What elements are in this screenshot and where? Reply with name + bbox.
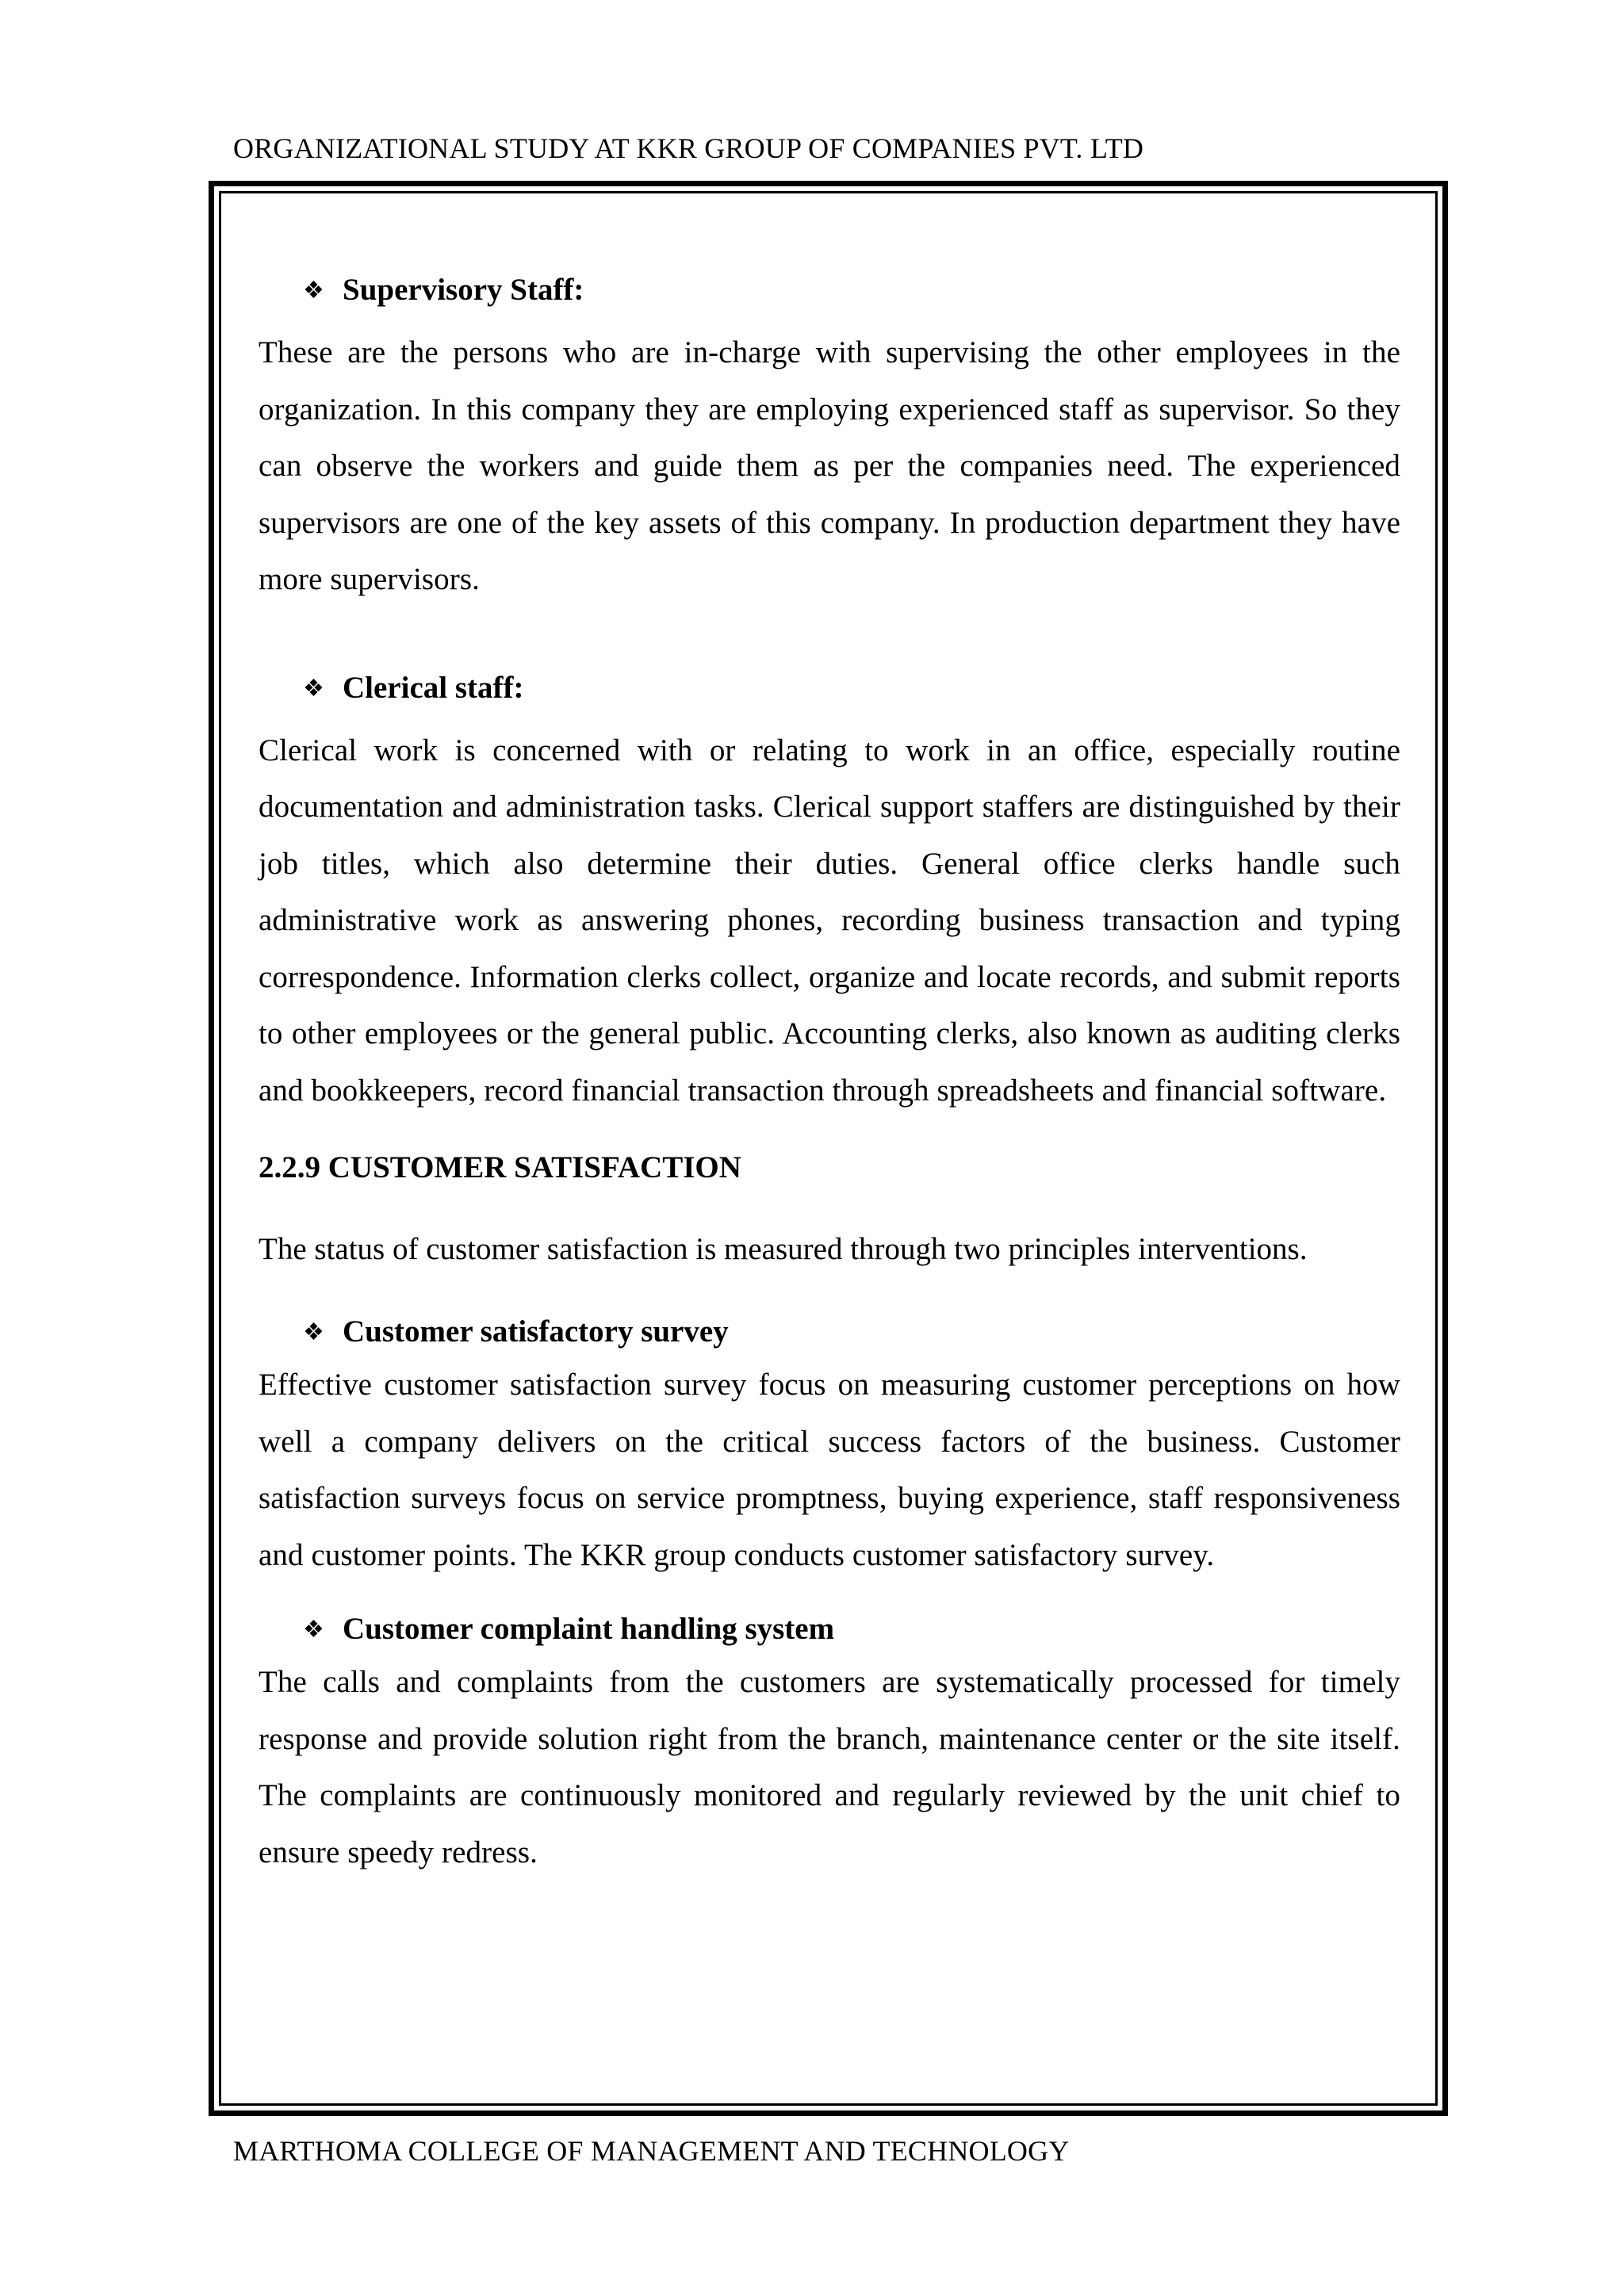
- supervisory-staff-heading: [303, 268, 1400, 315]
- clerical-staff-heading: [303, 666, 1400, 713]
- supervisory-staff-heading-text: Supervisory Staff:: [343, 273, 584, 307]
- customer-survey-paragraph: Effective customer satisfaction survey focus on measuring customer perceptions on how well a company delivers on the critical success factors of the business. Customer satisfaction surveys focus on service promptness, buying experience, staff responsiveness and customer points. The KKR group conducts customer satisfactory survey.: [259, 1368, 1400, 1572]
- diamond-bullet-icon: ❖: [303, 675, 324, 702]
- diamond-bullet-icon: ❖: [303, 1617, 324, 1643]
- running-header: ORGANIZATIONAL STUDY AT KKR GROUP OF COMPANIES PVT. LTD: [233, 132, 1144, 164]
- clerical-staff-heading-text: Clerical staff:: [343, 670, 524, 705]
- complaint-handling-heading-text: Customer complaint handling system: [343, 1612, 835, 1646]
- diamond-bullet-icon: ❖: [303, 277, 324, 304]
- complaint-handling-paragraph: The calls and complaints from the customers are systematically processed for timely response and provide solution right from the branch, maintenance center or the site itself. The complaints are continuously monitored and regularly reviewed by the unit chief to ensure speedy redress.: [259, 1665, 1400, 1869]
- customer-satisfaction-section-title: 2.2.9 CUSTOMER SATISFACTION: [259, 1150, 741, 1184]
- running-footer: MARTHOMA COLLEGE OF MANAGEMENT AND TECHNOLOGY: [233, 2135, 1070, 2167]
- supervisory-staff-paragraph: These are the persons who are in-charge with supervising the other employees in the organization. In this company they are employing experienced staff as supervisor. So they can observe the workers and guide them as per the companies need. The experienced supervisors are one of the key assets of this company. In production department they have more supervisors.: [259, 335, 1400, 596]
- diamond-bullet-icon: ❖: [303, 1319, 324, 1345]
- page-content: [259, 268, 1400, 1881]
- complaint-handling-heading: [303, 1607, 1400, 1654]
- clerical-staff-paragraph: Clerical work is concerned with or relating to work in an office, especially routine documentation and administration tasks. Clerical support staffers are distinguished by their job titles, which also determine their duties. General office clerks handle such administrative work as answering phones, recording business transaction and typing correspondence. Information clerks collect, organize and locate records, and submit reports to other employees or the general public. Accounting clerks, also known as auditing clerks and bookkeepers, record financial transaction through spreadsheets and financial software.: [259, 733, 1400, 1108]
- customer-survey-heading: [303, 1310, 1400, 1357]
- customer-survey-heading-text: Customer satisfactory survey: [343, 1314, 729, 1349]
- customer-satisfaction-intro: The status of customer satisfaction is measured through two principles interventions.: [259, 1232, 1308, 1266]
